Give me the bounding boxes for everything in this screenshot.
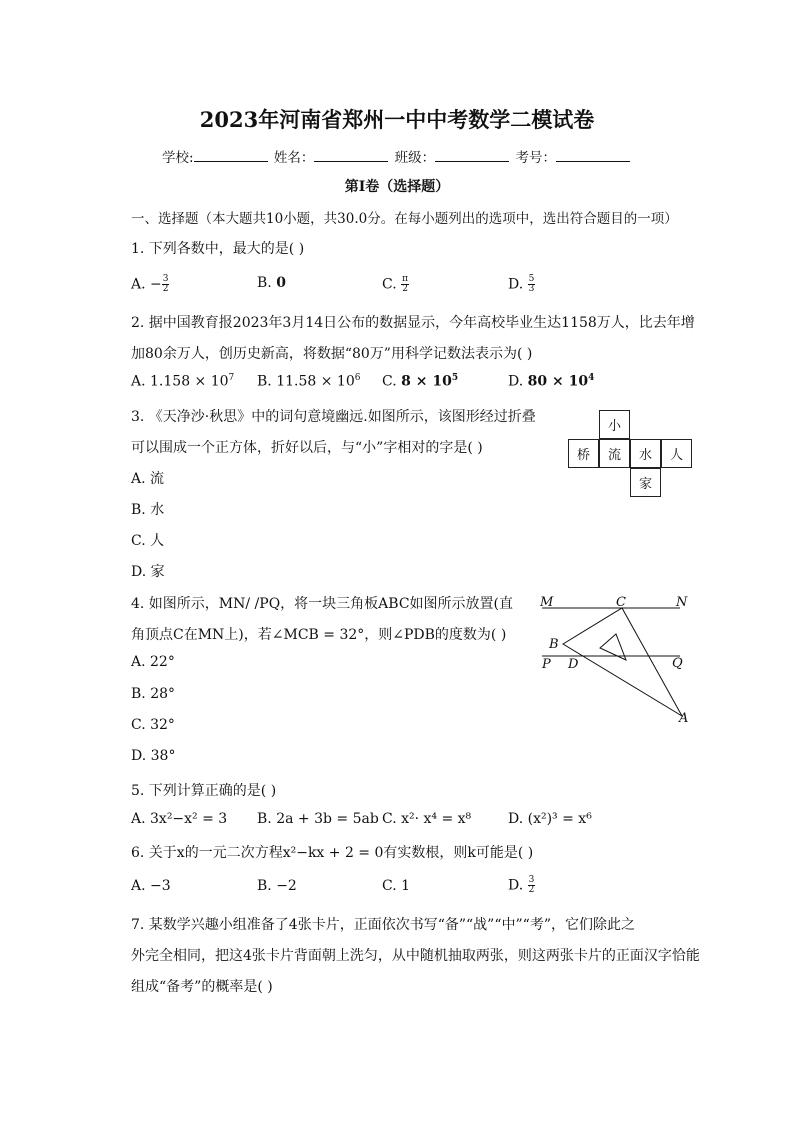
question-4-stem-line1: 4. 如图所示，MN/ /PQ，将一块三角板ABC如图所示放置(直 — [131, 596, 514, 612]
q4-option-d: D. 38° — [131, 748, 176, 764]
part-title: 第I卷（选择题） — [344, 179, 450, 195]
exam-no-blank[interactable] — [556, 149, 630, 162]
net-cell-bottom: 家 — [630, 468, 661, 497]
q6-option-b: B. −2 — [257, 878, 297, 894]
q1-option-c: C. $\frac{\pi}{2}$ — [382, 274, 409, 294]
q6-option-c: C. 1 — [382, 878, 411, 894]
question-4-stem-line2: 角顶点C在MN上)，若∠MCB = 32°，则∠PDB的度数为( ) — [131, 627, 507, 643]
net-cell-top: 小 — [599, 410, 630, 439]
q5-option-a: A. 3x²−x² = 3 — [131, 811, 228, 827]
q5-option-c: C. x²· x⁴ = x⁸ — [382, 811, 472, 827]
question-2-stem-line2: 加80余万人，创历史新高，将数据“80万”用科学记数法表示为( ) — [131, 346, 533, 362]
name-label: 姓名： — [273, 150, 315, 166]
question-1-stem: 1. 下列各数中，最大的是( ) — [131, 241, 305, 257]
question-7-stem-line2: 外完全相同，把这4张卡片背面朝上洗匀，从中随机抽取两张，则这两张卡片的正面汉字恰能 — [131, 948, 700, 964]
question-3-stem-line1: 3. 《天净沙·秋思》中的词句意境幽远.如图所示，该图形经过折叠 — [131, 409, 536, 425]
q1-option-b: B. 0 — [257, 275, 286, 291]
q2-option-b: B. $11.58 \times 10^6$ — [257, 373, 361, 390]
q1-option-d: D. $\frac{5}{3}$ — [508, 274, 535, 294]
question-5-stem: 5. 下列计算正确的是( ) — [131, 783, 277, 799]
net-cell-1: 桥 — [568, 439, 599, 468]
question-7-stem-line3: 组成“备考”的概率是( ) — [131, 979, 273, 995]
exam-title: 2023年河南省郑州一中中考数学二模试卷 — [199, 107, 595, 132]
label-a: A — [679, 711, 689, 726]
label-n: N — [676, 595, 688, 610]
question-2-stem-line1: 2. 据中国教育报2023年3月14日公布的数据显示，今年高校毕业生达1158万人，比去年增 — [131, 315, 695, 331]
net-cell-4: 人 — [661, 439, 692, 468]
q2-option-a: A. $1.158 \times 10^7$ — [131, 373, 235, 390]
label-c: C — [616, 595, 626, 610]
q5-option-b: B. 2a + 3b = 5ab — [257, 811, 379, 827]
triangle-figure — [530, 588, 700, 728]
q2-option-c: C. $8 \times 10^5$ — [382, 373, 459, 390]
label-p: P — [542, 657, 551, 672]
q4-option-a: A. 22° — [131, 654, 175, 670]
triangle-abc — [563, 608, 682, 716]
label-m: M — [540, 595, 554, 610]
q6-option-a: A. −3 — [131, 878, 171, 894]
q3-option-d: D. 家 — [131, 564, 165, 580]
question-3-stem-line2: 可以围成一个正方体，折好以后，与“小”字相对的字是( ) — [131, 440, 483, 456]
school-label: 学校: — [162, 150, 194, 166]
label-b: B — [549, 637, 559, 652]
q5-option-d: D. (x²)³ = x⁶ — [508, 811, 592, 827]
q4-option-c: C. 32° — [131, 717, 175, 733]
school-blank[interactable] — [194, 149, 268, 162]
q6-option-d: D. $\frac{3}{2}$ — [508, 875, 535, 895]
question-7-stem-line1: 7. 某数学兴趣小组准备了4张卡片，正面依次书写“备”“战”“中”“考”，它们除此之 — [131, 917, 635, 933]
section-title: 一、选择题（本大题共10小题，共30.0分。在每小题列出的选项中，选出符合题目的一项） — [131, 211, 678, 227]
exam-no-label: 考号： — [515, 150, 556, 166]
q1-option-a: A. − $\frac{3}{2}$ — [131, 274, 169, 294]
class-blank[interactable] — [435, 149, 509, 162]
q3-option-a: A. 流 — [131, 471, 165, 487]
q3-option-c: C. 人 — [131, 533, 165, 549]
question-6-stem: 6. 关于x的一元二次方程x²−kx + 2 = 0有实数根，则k可能是( ) — [131, 845, 534, 861]
net-cell-2: 流 — [599, 439, 630, 468]
net-cell-3: 水 — [630, 439, 661, 468]
class-label: 班级： — [394, 150, 436, 166]
label-q: Q — [672, 656, 683, 671]
student-info-line — [0, 146, 794, 166]
q4-option-b: B. 28° — [131, 686, 176, 702]
label-d: D — [568, 657, 579, 672]
q2-option-d: D. $80 \times 10^4$ — [508, 373, 595, 390]
name-blank[interactable] — [314, 149, 388, 162]
q3-option-b: B. 水 — [131, 502, 165, 518]
